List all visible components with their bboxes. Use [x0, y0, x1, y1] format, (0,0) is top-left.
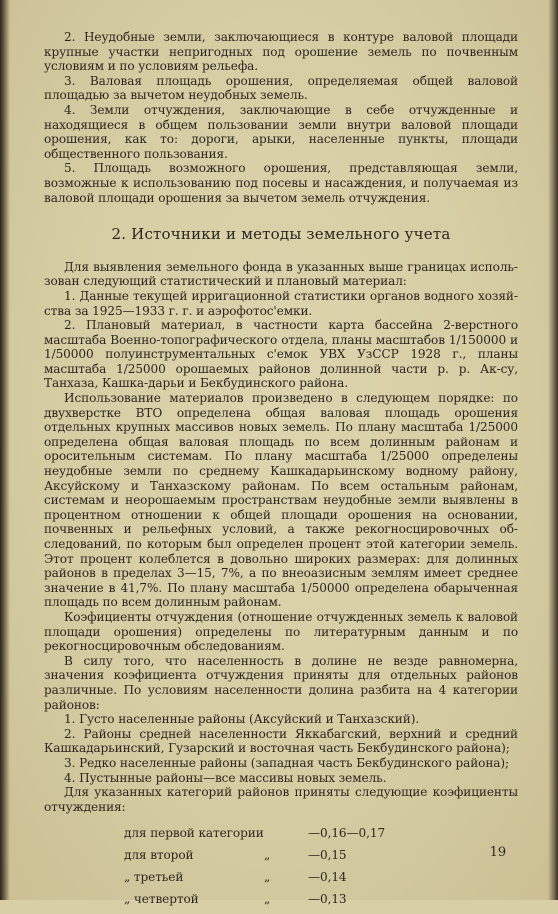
coef-label: для второй: [124, 848, 194, 863]
coef-label: для первой категории: [124, 826, 264, 841]
page-left-edge-shadow: [0, 0, 10, 900]
paragraph-usage-order: Использование материалов произведено в следующем порядке: по двухверстке ВТО определена общая валовая площадь орошения отдельных крупных массивов новых земель. По плану масштаба 1/25000 определена общая валовая площадь по всем долинным районам и оросительным системам. По плану масштаба 1/25000 определены неудобные земли по среднему Кашкадарьинскому водному району, Аксуйскому и Танхазскому районам. По всем остальным районам, системам и неорошаемым пространствам неудобные земли выявлены в процентном отношении к общей площади орошения на основании, почвенных и рельефных условий, а также рекогносцировочных обследований, по которым был определен процент этой категории земель. Этот процент колеблется в довольно широких размерах: для долинных районов в пределах 3—15, 7%, а по внеоазисным землям имеет среднее значение в 41,7%. По плану масштаба 1/50000 определена обарыченная площадь по всем долинным районам.: [44, 391, 518, 610]
list-item-category-4: 4. Пустынные районы—все массивы новых земель.: [64, 770, 387, 785]
coef-value: —0,16—0,17: [308, 826, 386, 841]
coef-label: „ третьей: [124, 870, 184, 885]
coef-ditto: „: [264, 870, 271, 885]
coef-ditto: „: [264, 892, 271, 907]
paragraph-intro-materials: Для выявления земельного фонда в указанных выше границах использован следующий статистический и плановый материал:: [44, 259, 518, 289]
paragraph-3-gross-irrigation-area: 3. Валовая площадь орошения, определяемая общей валовой площадью за вычетом неудобных земель.: [44, 73, 518, 103]
list-item-category-2: 2. Районы средней населенности Яккабагский, верхний и средний Кашкадарьинский, Гузарский и восточная часть Бекбудинского района);: [44, 726, 518, 756]
paragraph-alienation-coefficients: Коэфициенты отчуждения (отношение отчужденных земель к валовой площади орошения) определены по литературным данным и по рекогносцировочным обследованиям.: [44, 609, 518, 654]
paragraph-population-categories: В силу того, что населенность в долине не везде равномерна, значения коэфициента отчуждения приняты для отдельных районов различные. По условиям населенности долина разбита на 4 категории районов:: [44, 653, 518, 712]
paragraph-coefficients-intro: Для указанных категорий районов приняты следующие коэфициенты отчуждения:: [44, 785, 518, 814]
paragraph-5-possible-irrigation-area: 5. Площадь возможного орошения, представляющая земли, возможные к использованию под посевы и насаждения, и получаемая из валовой площади орошения за вычетом земель отчуждения.: [44, 161, 518, 205]
table-row: [124, 870, 385, 892]
coef-value: —0,15: [308, 848, 347, 863]
table-row: [124, 848, 385, 870]
page-number: 19: [489, 845, 506, 860]
table-row: [124, 826, 385, 848]
list-item-category-1: 1. Густо населенные районы (Аксуйский и Танхазский).: [64, 712, 420, 727]
list-item-category-3: 3. Редко населенные районы (западная часть Бекбудинского района);: [64, 755, 510, 770]
coef-ditto: [264, 826, 308, 848]
body-paragraphs: [44, 260, 518, 815]
section-title: 2. Источники и методы земельного учета: [111, 225, 451, 244]
coefficients-table: [124, 826, 385, 914]
top-paragraphs: [44, 30, 518, 205]
table-row: [124, 892, 385, 914]
page-right-edge-shadow: [548, 0, 558, 900]
coef-value: —0,14: [308, 870, 347, 885]
coef-value: —0,13: [308, 892, 347, 907]
paragraph-item-2-plan-material: 2. Плановый материал, в частности карта бассейна 2-верстного масштаба Военно-топографического отдела, планы масштабов 1/150000 и 1/50000 полуинструментальных с'емок УВХ УзССР 1928 г., планы масштаба 1/25000 орошаемых районов долинной части р. р. Ак-су, Танхаза, Кашка-дарьи и Бекбудинского района.: [44, 318, 518, 391]
paragraph-2-unusable-lands: 2. Неудобные земли, заключающиеся в контуре валовой площади крупные участки непригодных под орошение земель по почвенным условиям и по условиям рельефа.: [44, 30, 518, 74]
paragraph-4-alienation-lands: 4. Земли отчуждения, заключающие в себе отчужденные и находящиеся в общем пользовании земли внутри валовой площади орошения, как то: дороги, арыки, населенные пункты, площади общественного пользования.: [44, 102, 518, 161]
paragraph-item-1-statistics: 1. Данные текущей ирригационной статистики органов водного хозяйства за 1925—1933 г. г. и аэрофотос'емки.: [44, 288, 518, 318]
coef-ditto: „: [264, 848, 271, 863]
coef-label: „ четвертой: [124, 892, 199, 907]
